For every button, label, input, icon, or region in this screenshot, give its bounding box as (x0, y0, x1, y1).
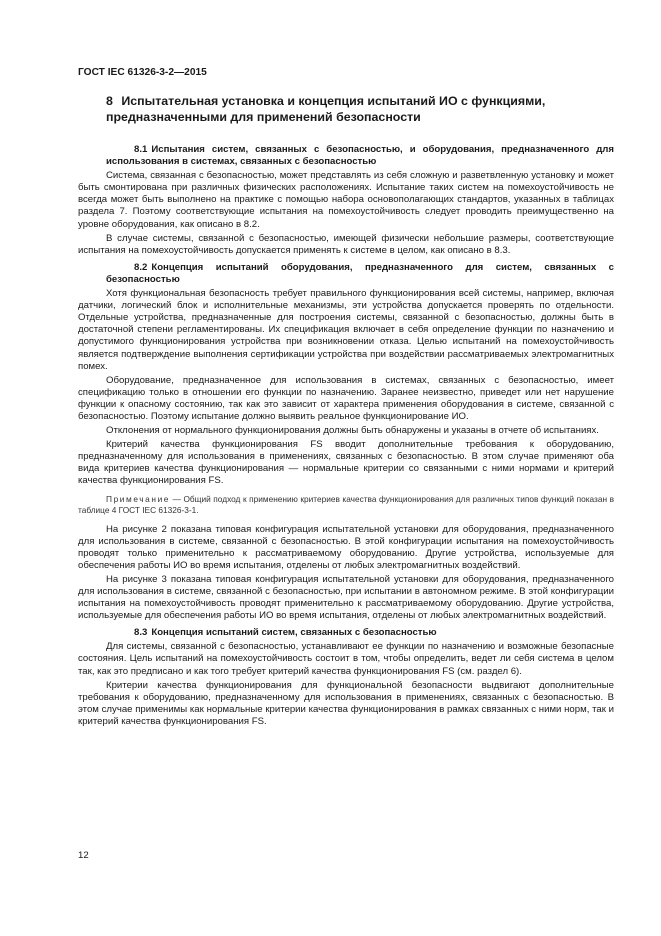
paragraph: На рисунке 3 показана типовая конфигурация испытательной установки для оборудования, предназначенного для использования в системе, связанной с безопасностью, при испытании в автономном режиме. В этой конфигурации испытания на помехоустойчивость проводят применительно к рассматриваемому оборудованию. Другие устройства, используемые для обеспечения работы ИО во время испытания, отделены от любых электромагнитных воздействий. (78, 573, 614, 622)
page-number: 12 (78, 850, 89, 861)
subsection-8-3-heading (78, 627, 614, 639)
section-number: 8 (106, 94, 113, 108)
body-text (78, 144, 614, 730)
paragraph: В случае системы, связанной с безопасностью, имеющей физически небольшие размеры, соответствующие испытания на помехоустойчивость допускается применять к системе в целом, как описано в 8.3. (78, 232, 614, 256)
paragraph: Хотя функциональная безопасность требует правильного функционирования всей системы, например, включая датчики, логический блок и исполнительные механизмы, эти устройства допускается проверять по отдельности. Отдельные устройства, предназначенные для построения системы, связанной с безопасностью, должны быть в достаточной степени регламентированы. Их спецификация включает в себя определение функции по назначению и допустимого функционирования устройства при возникновении отказа. Целью испытаний на помехоустойчивость является подтверждение выполнения сертификации устройства при воздействии рассматриваемых электромагнитных помех. (78, 288, 614, 372)
paragraph: Отклонения от нормального функционирования должны быть обнаружены и указаны в отчете об испытаниях. (106, 425, 599, 437)
subsection-number: 8.2 (134, 261, 148, 273)
paragraph: Для системы, связанной с безопасностью, устанавливают ее функции по назначению и возможные безопасные состояния. Цель испытаний на помехоустойчивость состоит в том, чтобы определить, ведет ли себя система в целом так, как это предписано и как того требует критерий качества функционирования FS (см. раздел 6). (78, 641, 614, 677)
paragraph: Оборудование, предназначенное для использования в системах, связанных с безопасностью, имеет спецификацию только в отношении его функции по назначению. Заранее неизвестно, приведет или нет нарушение функции к опасному состоянию, так как это зависит от характера применения оборудования в системе, связанной с безопасностью. Поэтому испытание должно выявить реальное функционирование ИО. (78, 374, 614, 422)
paragraph: Критерий качества функционирования FS вводит дополнительные требования к оборудованию, предназначенному для использования в применениях, связанных с безопасностью. В этом случае применяют оба вида критериев качества функционирования — нормальные критерии со связанными с ними нормами и критерий качества функционирования FS. (78, 439, 614, 487)
subsection-number: 8.1 (134, 144, 148, 155)
section-heading (106, 93, 586, 125)
subsection-8-2-heading (78, 262, 614, 286)
paragraph: На рисунке 2 показана типовая конфигурация испытательной установки для оборудования, предназначенного для использования в системе, связанной с безопасностью. В этой конфигурации испытания на помехоустойчивость проводят только применительно к рассматриваемому оборудованию. Другие устройства, используемые для обеспечения работы ИО во время испытания, отделены от любых электромагнитных воздействий. (78, 523, 614, 571)
subsection-8-1-heading (78, 144, 614, 168)
subsection-title: Концепция испытаний систем, связанных с безопасностью (151, 627, 437, 639)
subsection-title: Концепция испытаний оборудования, предназначенного для систем, связанных с безопасностью (106, 261, 614, 285)
section-title: Испытательная установка и концепция испытаний ИО с функциями, предназначенными для применений безопасности (106, 94, 546, 124)
note (78, 494, 614, 516)
standard-header: ГОСТ IEC 61326-3-2—2015 (78, 67, 207, 78)
paragraph: Система, связанная с безопасностью, может представлять из себя сложную и разветвленную установку и может быть смонтирована при различных физических расположениях. Испытание таких систем на помехоустойчивость не всегда может быть выполнено на практике с помощью набора основополагающих стандартов, указанных в таблицах раздела 7. Поэтому соответствующие испытания на помехоустойчивость следует проводить преимущественно на уровне оборудования, как описано в 8.2. (78, 170, 614, 230)
note-text: — Общий подход к применению критериев качества функционирования для различных типов функций показан в таблице 4 ГОСТ IEC 61326-3-1. (78, 493, 614, 515)
paragraph: Критерии качества функционирования для функциональной безопасности выдвигают дополнительные требования к оборудованию, предназначенному для использования в применениях, связанных с безопасностью. В этом случае применимы как нормальные критерии качества функционирования в рамках связанных с ними норм, так и критерий качества функционирования FS. (78, 679, 614, 727)
subsection-title: Испытания систем, связанных с безопасностью, и оборудования, предназначенного для использования в системах, связанных с безопасностью (106, 144, 614, 168)
subsection-number: 8.3 (134, 627, 148, 639)
note-label: Примечание (106, 493, 171, 504)
